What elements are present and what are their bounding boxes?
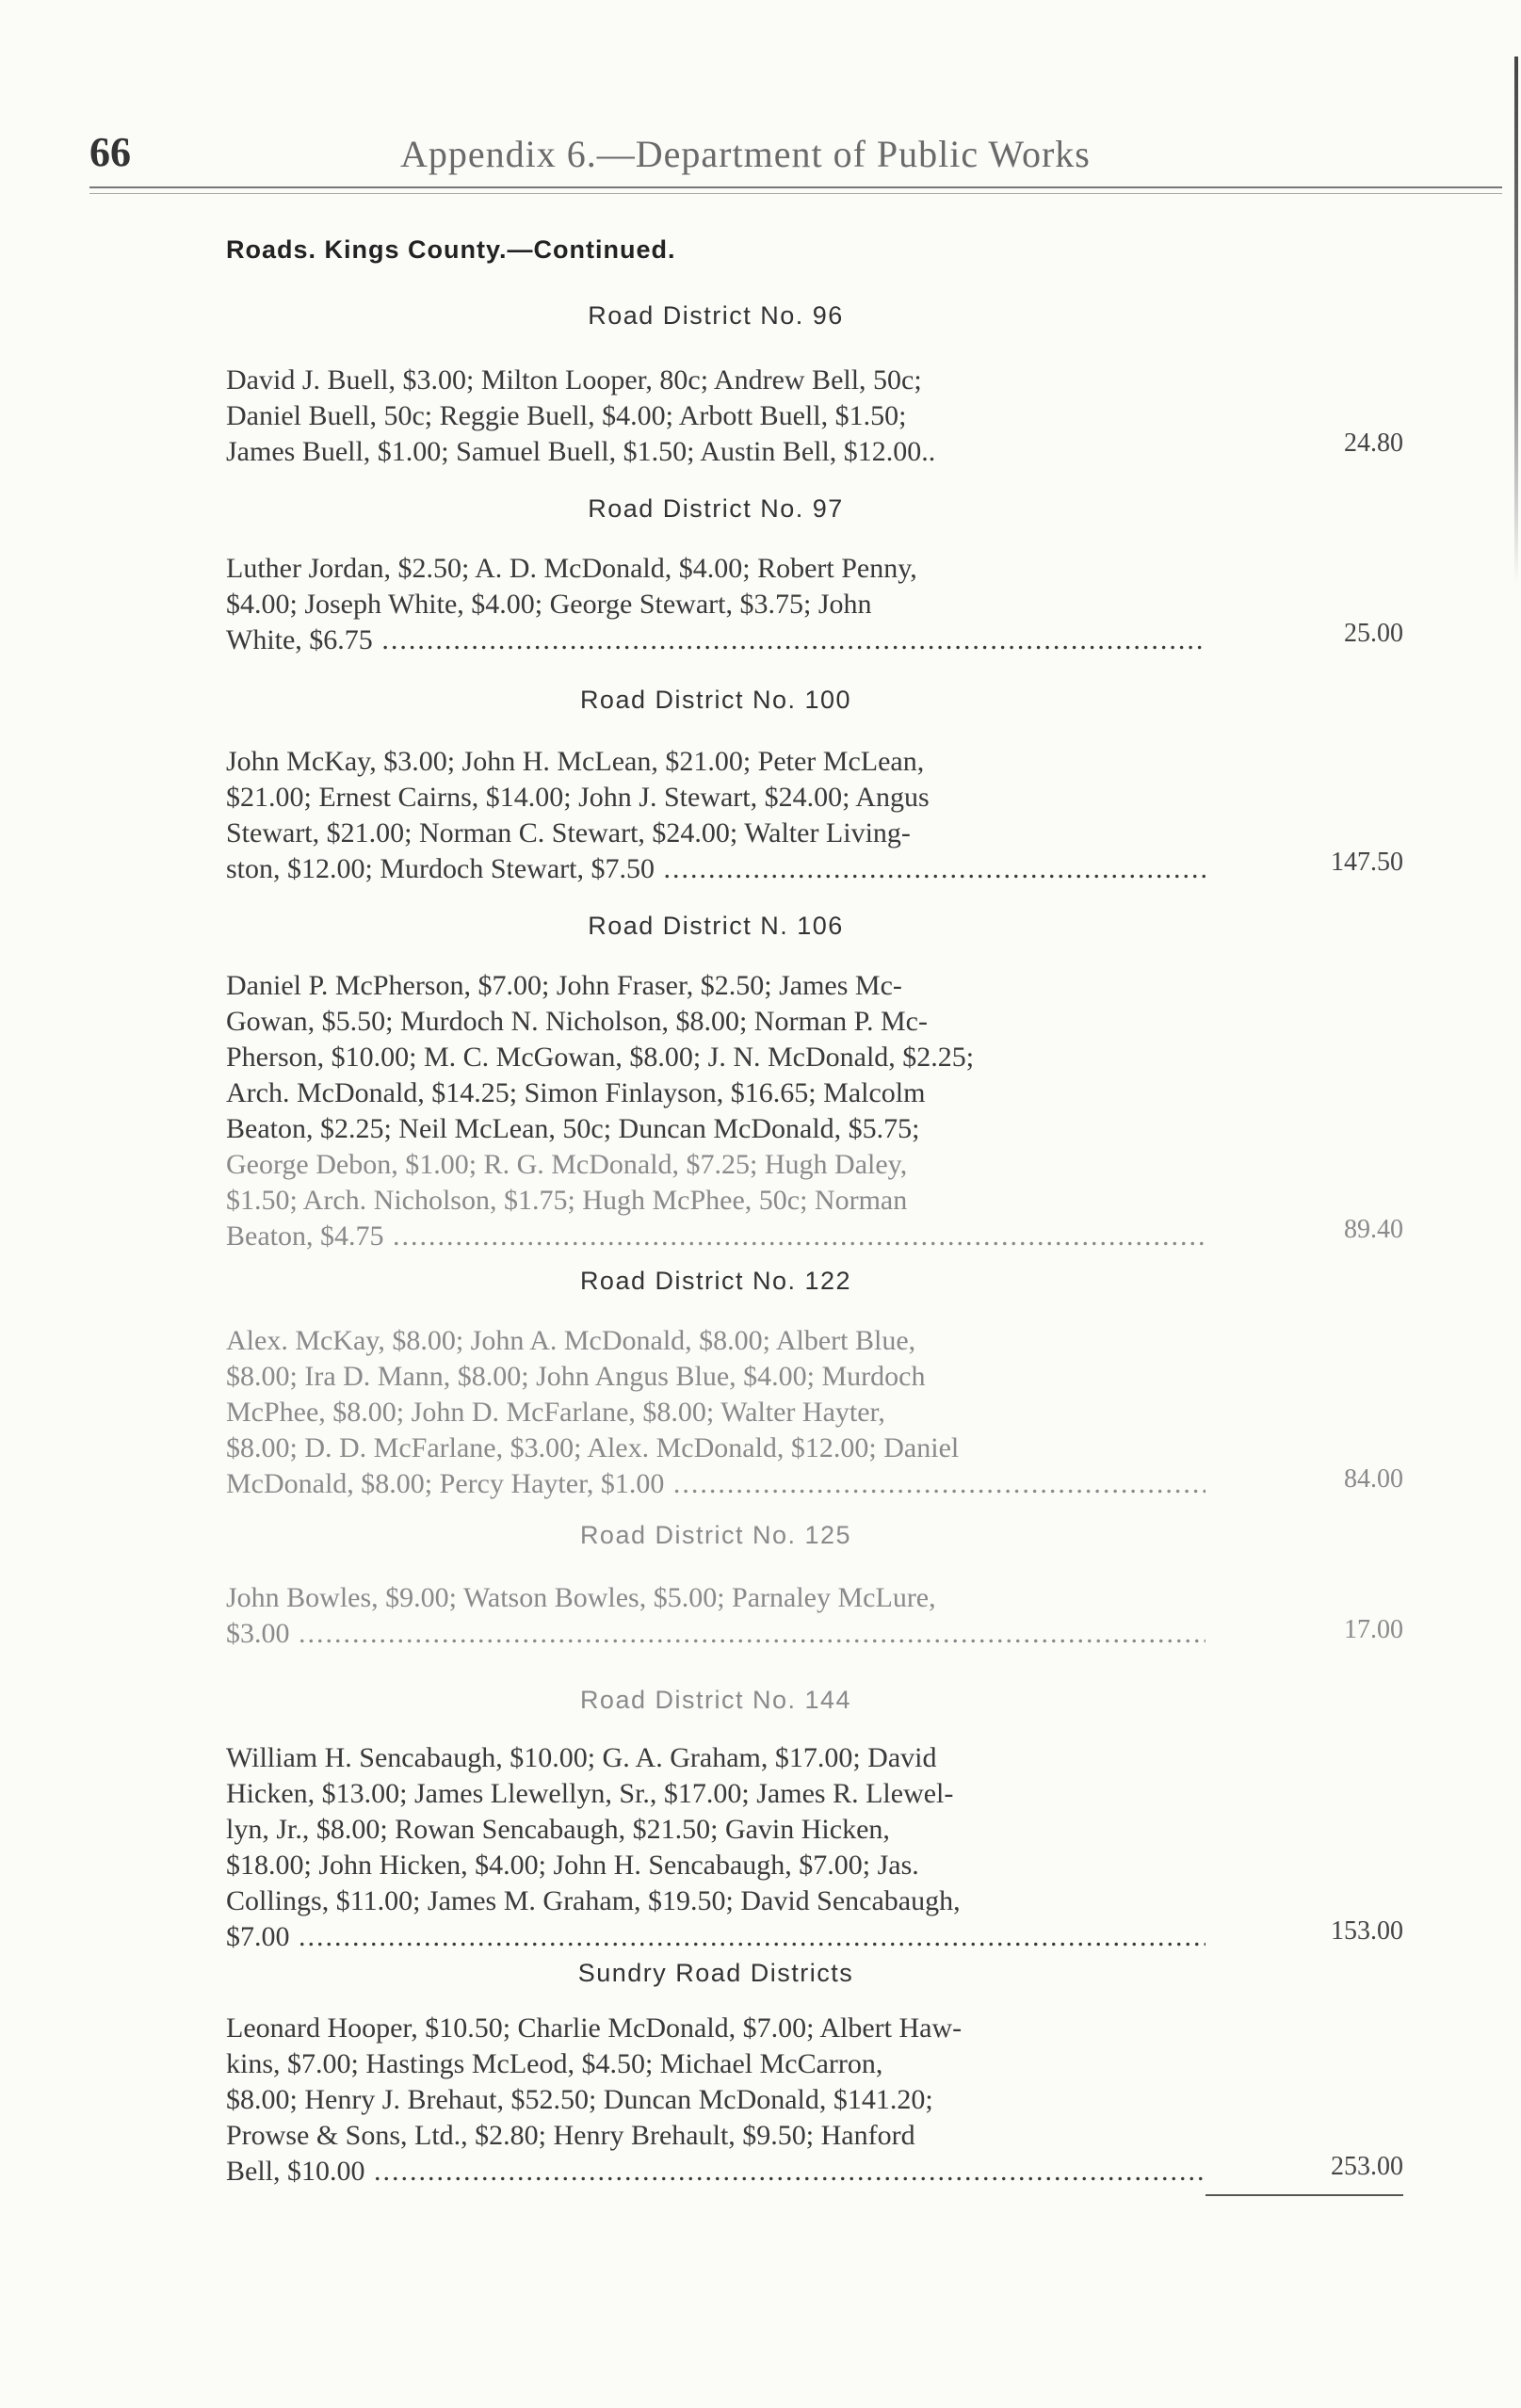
running-title: Appendix 6.—Department of Public Works	[400, 133, 1091, 175]
district-line: James Buell, $1.00; Samuel Buell, $1.50; Austin Bell, $12.00..	[226, 436, 936, 467]
district-line: $8.00; D. D. McFarlane, $3.00; Alex. McDonald, $12.00; Daniel	[226, 1432, 960, 1463]
district-line-with-leader: Beaton, $4.75 .....	[226, 1219, 1205, 1254]
district-heading-sundry: Sundry Road Districts	[577, 1959, 854, 1987]
district-heading-122: Road District No. 122	[579, 1267, 852, 1295]
district-line: $21.00; Ernest Cairns, $14.00; John J. Stewart, $24.00; Angus	[226, 782, 930, 813]
district-line: Luther Jordan, $2.50; A. D. McDonald, $4.00; Robert Penny,	[226, 553, 917, 584]
district-line: Stewart, $21.00; Norman C. Stewart, $24.00; Walter Living-	[226, 817, 911, 848]
section-title: Roads. Kings County.—Continued.	[226, 235, 676, 264]
district-line-with-leader: ston, $12.00; Murdoch Stewart, $7.50 .....	[226, 851, 1205, 887]
district-line: $8.00; Ira D. Mann, $8.00; John Angus Blue, $4.00; Murdoch	[226, 1361, 926, 1392]
district-line: Alex. McKay, $8.00; John A. McDonald, $8.00; Albert Blue,	[226, 1325, 916, 1356]
district-line: Hicken, $13.00; James Llewellyn, Sr., $17.00; James R. Llewel-	[226, 1778, 954, 1809]
district-line-with-leader: $7.00 .....	[226, 1919, 1205, 1955]
district-body-sundry	[226, 2011, 1205, 2190]
district-total-100: 147.50	[1331, 848, 1403, 877]
district-line-with-leader: Bell, $10.00 .....	[226, 2154, 1205, 2190]
district-total-144: 153.00	[1331, 1916, 1403, 1946]
district-heading-97: Road District No. 97	[588, 494, 844, 523]
district-line: John Bowles, $9.00; Watson Bowles, $5.00; Parnaley McLure,	[226, 1582, 936, 1613]
header-rule-secondary	[89, 193, 1502, 194]
district-line: $1.50; Arch. Nicholson, $1.75; Hugh McPhee, 50c; Norman	[226, 1185, 908, 1216]
district-line: Gowan, $5.50; Murdoch N. Nicholson, $8.00; Norman P. Mc-	[226, 1006, 928, 1037]
total-rule	[1205, 2194, 1403, 2196]
district-line-with-leader: White, $6.75 .....	[226, 622, 1205, 658]
header-rule	[89, 186, 1502, 188]
page-edge-mark	[1514, 57, 1518, 584]
district-line-with-leader: McDonald, $8.00; Percy Hayter, $1.00 .....	[226, 1466, 1205, 1502]
district-line: $18.00; John Hicken, $4.00; John H. Sencabaugh, $7.00; Jas.	[226, 1850, 919, 1881]
district-line: $8.00; Henry J. Brehaut, $52.50; Duncan McDonald, $141.20;	[226, 2084, 933, 2115]
district-total-sundry: 253.00	[1331, 2152, 1403, 2181]
district-body-96	[226, 363, 1205, 470]
district-line: kins, $7.00; Hastings McLeod, $4.50; Michael McCarron,	[226, 2048, 883, 2079]
district-heading-144: Road District No. 144	[579, 1686, 852, 1714]
district-line: Collings, $11.00; James M. Graham, $19.50; David Sencabaugh,	[226, 1885, 961, 1916]
district-total-97: 25.00	[1344, 619, 1403, 648]
district-body-97	[226, 551, 1205, 658]
district-body-106	[226, 968, 1205, 1254]
district-line: John McKay, $3.00; John H. McLean, $21.00; Peter McLean,	[226, 746, 925, 777]
district-heading-96: Road District No. 96	[588, 301, 844, 330]
district-heading-125: Road District No. 125	[579, 1521, 852, 1549]
district-total-125: 17.00	[1344, 1615, 1403, 1644]
district-heading-106: Road District N. 106	[588, 912, 844, 940]
district-line: David J. Buell, $3.00; Milton Looper, 80c; Andrew Bell, 50c;	[226, 364, 922, 396]
district-line: Pherson, $10.00; M. C. McGowan, $8.00; J. N. McDonald, $2.25;	[226, 1042, 975, 1073]
district-line: Leonard Hooper, $10.50; Charlie McDonald, $7.00; Albert Haw-	[226, 2012, 963, 2044]
district-line: William H. Sencabaugh, $10.00; G. A. Graham, $17.00; David	[226, 1742, 937, 1773]
district-line: Beaton, $2.25; Neil McLean, 50c; Duncan McDonald, $5.75;	[226, 1113, 920, 1144]
page-header	[89, 111, 1502, 186]
district-heading-100: Road District No. 100	[579, 686, 852, 714]
district-total-122: 84.00	[1344, 1464, 1403, 1494]
district-body-122	[226, 1323, 1205, 1502]
district-line: Daniel P. McPherson, $7.00; John Fraser, $2.50; James Mc-	[226, 970, 902, 1001]
district-line: George Debon, $1.00; R. G. McDonald, $7.25; Hugh Daley,	[226, 1149, 908, 1180]
district-line: lyn, Jr., $8.00; Rowan Sencabaugh, $21.50; Gavin Hicken,	[226, 1814, 890, 1845]
district-line: $4.00; Joseph White, $4.00; George Stewart, $3.75; John	[226, 589, 872, 620]
district-line: Daniel Buell, 50c; Reggie Buell, $4.00; Arbott Buell, $1.50;	[226, 400, 907, 431]
district-body-144	[226, 1740, 1205, 1955]
district-total-106: 89.40	[1344, 1215, 1403, 1244]
district-line: Arch. McDonald, $14.25; Simon Finlayson, $16.65; Malcolm	[226, 1077, 926, 1108]
district-body-100	[226, 744, 1205, 887]
district-line: Prowse & Sons, Ltd., $2.80; Henry Brehault, $9.50; Hanford	[226, 2120, 915, 2151]
page-number: 66	[89, 129, 131, 175]
district-total-96: 24.80	[1344, 428, 1403, 458]
district-line: McPhee, $8.00; John D. McFarlane, $8.00; Walter Hayter,	[226, 1397, 885, 1428]
district-body-125	[226, 1580, 1205, 1652]
district-line-with-leader: $3.00 .....	[226, 1616, 1205, 1652]
